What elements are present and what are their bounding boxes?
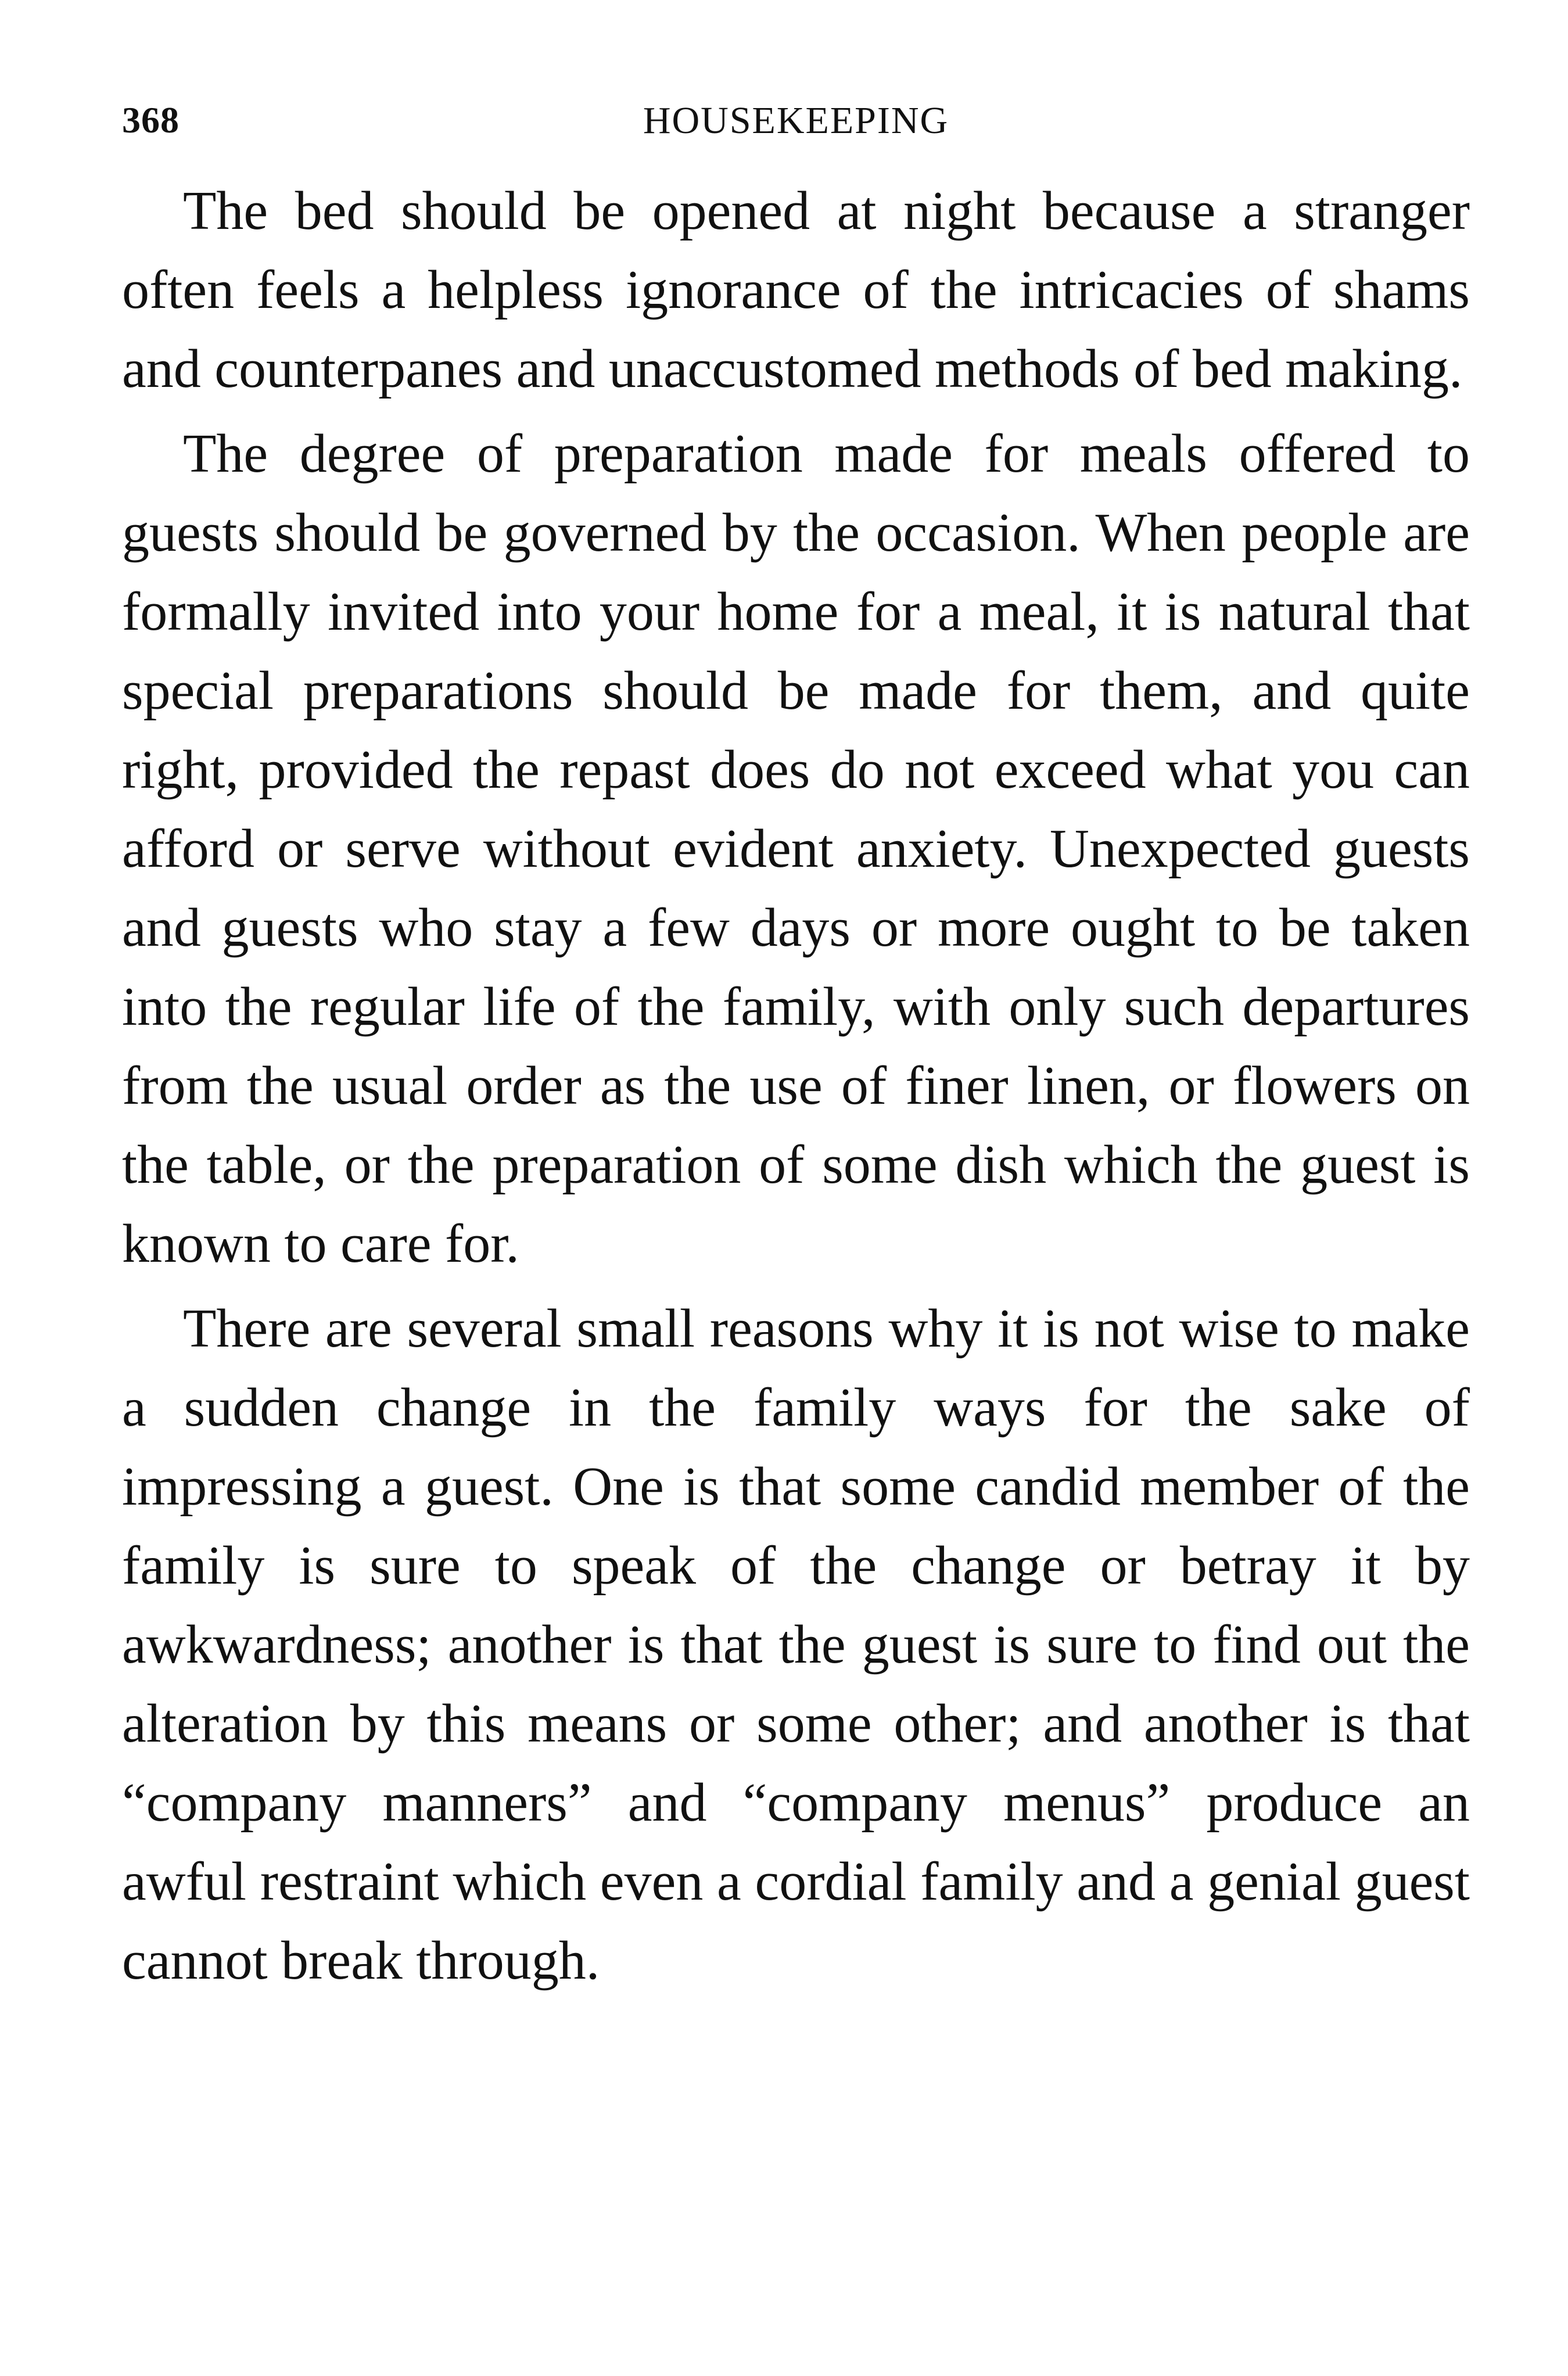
page-number: 368 bbox=[122, 99, 180, 141]
body-text bbox=[122, 171, 1470, 2006]
paragraph-family-ways: There are several small reasons why it is not wise to make a sudden change in the family ways for the sake of impressing a guest. One is that some candid member of the family is sure to speak of the change or betray it by awkwardness; another is that the guest is sure to find out the alteration by this means or some other; and another is that “company manners” and “company menus” produce an awful restraint which even a cordial family and a genial guest cannot break through. bbox=[122, 1298, 1470, 1991]
running-title: HOUSEKEEPING bbox=[643, 99, 949, 142]
running-head bbox=[122, 87, 1470, 151]
paragraph-meal-preparation: The degree of preparation made for meals offered to guests should be governed by the occasion. When people are formally invited into your home for a meal, it is natural that special preparations should be made for them, and quite right, provided the repast does do not exceed what you can afford or serve without evident anxiety. Unexpected guests and guests who stay a few days or more ought to be taken into the regular life of the family, with only such departures from the usual order as the use of finer linen, or flowers on the table, or the preparation of some dish which the guest is known to care for. bbox=[122, 423, 1470, 1274]
paragraph-guest-bed: The bed should be opened at night because a stranger often feels a helpless ignorance of the intricacies of shams and counterpanes and unaccustomed methods of bed making. bbox=[122, 181, 1470, 399]
